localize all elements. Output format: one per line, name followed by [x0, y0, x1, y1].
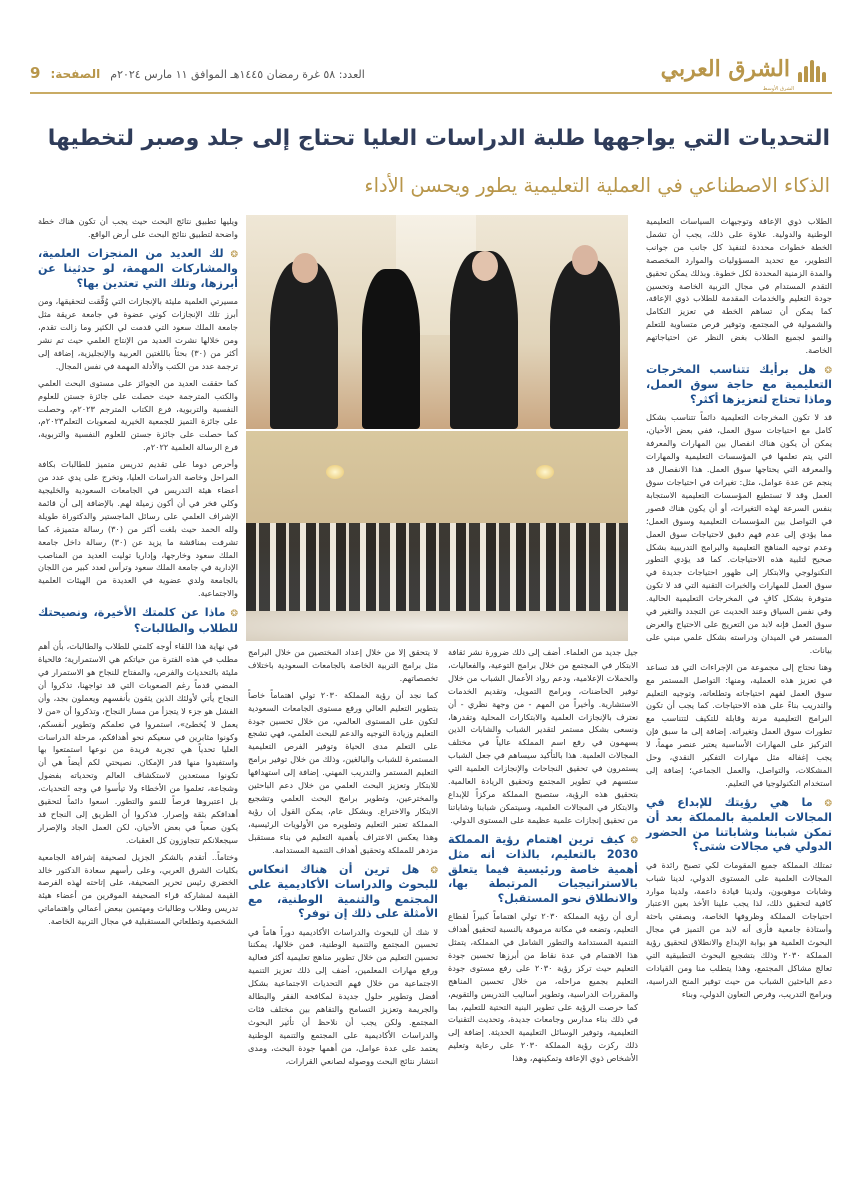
- article-title: التحديات التي يواجهها طلبة الدراسات العليا تحتاج إلى جلد وصبر لتخطيها: [47, 126, 830, 151]
- person-headdress: [572, 245, 598, 275]
- question-text: كيف ترين اهتمام رؤية المملكة 2030 بالتعليم، بالذات أنه مثل أهمية خاصة ورئيسية فيما يتعلق بالاستراتيجيات المرتبطة بها، والانطلاق نحو المستقبل؟: [448, 832, 638, 905]
- person-headdress: [472, 251, 498, 281]
- bullet-icon: ❂: [815, 365, 832, 376]
- publication-logo: [661, 56, 826, 82]
- logo-text: الشرق العربي: [660, 56, 790, 82]
- question-heading: [646, 796, 832, 855]
- bullet-icon: ❂: [812, 798, 832, 809]
- paragraph: جيل جديد من العلماء. أضف إلى ذلك ضرورة نشر ثقافة الابتكار في المجتمع من خلال برامج التوعية، والفعاليات، والحملات الإعلامية، ودعم رواد الأعمال الشباب من خلال توفير الحاضنات، وبرامج التمويل، وتقديم الخدمات الاستشارية. وأخيراً من المهم - من وجهة نظري - أن نعترف بالإنجازات العلمية والابتكارات المحلية وتقدرها، ونسعى بشكل مستمر لتقدير الشباب والشابات الذين يسهمون في رفع اسم المملكة عالياً في مختلف المجالات العلمية. هذا بالتأكيد سيساهم في جعل الشباب يستمرون في تحقيق النجاحات والإنجازات العلمية التي ستسهم في تطوير المجتمع وتحقيق الريادة العالمية. بتحقيق هذه الرؤية، ستصبح المملكة مركزاً للإبداع والابتكار في المجالات العلمية، وسيتمكن شبابنا وشاباتنا من تحقيق إنجازات علمية عظيمة على المستوى الدولي.: [448, 647, 638, 825]
- ceremony-photo-top: [246, 215, 628, 429]
- question-text: هل برأيك تتناسب المخرجات التعليمية مع حاجة سوق العمل، وماذا تحتاج لتعزيزها أكثر؟: [646, 362, 832, 406]
- logo-subtext: الشرق الأوسط: [762, 86, 794, 92]
- paragraph: قد لا تكون المخرجات التعليمية دائماً تتناسب بشكل كامل مع احتياجات سوق العمل، ففي بعض الأحيان، يمكن أن يكون هناك انفصال بين المهارات والمعرفة التي يتم تعلمها في المؤسسات التعليمية والمهارات والمعرفة التي يحتاجها سوق العمل. هذا الانفصال قد ينجم عن عدة عوامل، مثل: تغيرات في احتياجات سوق العمل وقد لا تستطيع المؤسسات التعليمية الاستجابة بنفس السرعة لهذه التغيرات، أو أن يكون هناك قصور في التواصل بين المؤسسات التعليمية وسوق العمل؛ مما يؤدي إلى عدم فهم دقيق لاحتياجات سوق العمل وعدم توجيه المناهج التعليمية والبرامج التدريبية بشكل صحيح لتلبية هذه الاحتياجات. كما قد يؤدي التطور التكنولوجي والابتكار إلى ظهور احتياجات جديدة في سوق العمل للمهارات والخبرات التقنية التي قد لا تكون متوفرة بشكل كافٍ في المخرجات التعليمية الحالية. وفي نفس السياق وعند الحديث عن التجدد والتغير في سوق العمل فإنه لابد من التعريج على الاحتياج والعرض المستمر في الميدان ودراسته بشكل علمي مبني على بيانات.: [646, 412, 832, 655]
- chandelier: [536, 465, 554, 479]
- person-figure: [362, 269, 420, 429]
- person-headdress: [292, 253, 318, 283]
- question-text: ما هي رؤيتك للإبداع في المجالات العلمية بالمملكة بعد أن تمكن شبابنا وشاباتنا من الحضور الدولي في مجالات شتى؟: [646, 795, 832, 854]
- paragraph: أرى أن رؤية المملكة ٢٠٣٠ تولي اهتماماً كبيراً لقطاع التعليم، وتضعه في مكانة مرموقة بالنسبة لتحقيق أهداف التنمية المستدامة والتطور الشامل في المملكة، يتمثل هذا الاهتمام في عدة نقاط من أبرزها تحسين جودة التعليم حيث تركز رؤية ٢٠٣٠ على رفع مستوى جودة التعليم بجميع مراحله، من خلال تحسين المناهج والمقررات الدراسية، وتطوير أساليب التدريس والتقويم، كما حرصت الرؤية على تطوير البنية التحتية للتعليم، بما في ذلك بناء مدارس وجامعات جديدة، وتحديث التقنيات التعليمية، وتوفير الوسائل التعليمية الحديثة. إضافة إلى ذلك ركزت رؤية المملكة ٢٠٣٠ على رعاية وتعليم الأشخاص ذوي الإعاقة وتمكينهم، وهذا: [448, 911, 639, 1064]
- chandelier: [326, 465, 344, 479]
- issue-info: [30, 64, 365, 82]
- page-number: 9: [30, 64, 41, 82]
- person-figure: [270, 261, 338, 429]
- issue-line: العدد: ٥٨ غرة رمضان ١٤٤٥هـ الموافق ١١ مارس ٢٠٢٤م: [110, 68, 365, 81]
- page-label: الصفحة:: [50, 67, 101, 81]
- question-heading: [646, 363, 832, 408]
- paragraph: كما نجد أن رؤية المملكة ٢٠٣٠ تولي اهتماماً خاصاً بتطوير التعليم العالي ورفع مستوى الجامعات السعودية لتكون على المستوى العالمي، من خلال تحسين جودة التعليم وزيادة التوجيه والدعم للبحث العلمي، فهي تشجع على التعلم مدى الحياة وتوفير الفرص التعليمية المستمرة للشباب والبالغين، وذلك من خلال توفير برامج التعليم المستمر والتدريب المهني. إضافة إلى استهدافها للابتكار وتعزيز البحث العلمي من خلال دعم الباحثين والمخترعين، وتطوير برامج البحث العلمي وتشجيع الابتكار والاختراع. وبشكل عام، يمكن القول إن رؤية المملكة تعتبر التعليم وتطويره من الأولويات الرئيسية، وهذا يعكس الاعتراف بأهمية التعليم في بناء مستقبل مزدهر للمملكة وتحقيق أهداف التنمية المستدامة.: [248, 689, 438, 855]
- article-subtitle: الذكاء الاصطناعي في العملية التعليمية يطور ويحسن الأداء: [364, 174, 830, 197]
- page-header: [22, 52, 840, 92]
- group-of-people: [246, 523, 628, 613]
- paragraph: كما حققت العديد من الجوائز على مستوى البحث العلمي والكتب المترجمة حيث حصلت على جائزة جستن للعلوم النفسية والتربوية، فرع الكتاب المترجم ٢٠٢٣م، وحصلت على جائزة التميز للجمعية الخيرية لصعوبات التعلم٢٠٢٣م، كما حصلت على جائزة جستن للعلوم النفسية والتربوية، فرع الرسالة العلمية ٢٠٢٢م.: [38, 377, 238, 453]
- header-divider: [30, 92, 832, 94]
- newspaper-page: [22, 8, 840, 1193]
- article-column-4: [38, 215, 238, 932]
- group-photo-bottom: [246, 431, 628, 641]
- bullet-icon: ❂: [223, 249, 238, 260]
- bullet-icon: ❂: [419, 865, 438, 876]
- person-figure: [550, 259, 620, 429]
- article-column-1: [646, 215, 832, 1005]
- paragraph: مسيرتي العلمية مليئة بالإنجازات التي وُفِّقت لتحقيقها، ومن أبرز تلك الإنجازات كوني عضوة في جامعة عريقة مثل جامعة الملك سعود التي قدمت لي الكثير وما زالت تقدم، ومن خلالها نشرت العديد من الإنتاج العلمي حيث تم نشر أكثر من (٣٠) بحثاً باللغتين العربية والإنجليزية، إضافة إلى ترجمة عدد من الكتب والأدلة المهمة في نفس المجال.: [38, 296, 238, 371]
- article-column-3: [248, 646, 438, 1071]
- question-heading: [38, 247, 238, 292]
- question-text: ماذا عن كلمتك الأخيرة، ونصيحتك للطلاب والطالبات؟: [38, 606, 238, 635]
- question-heading: [248, 863, 438, 922]
- paragraph: لا يتحقق إلا من خلال إعداد المختصين من خلال البرامج مثل برامج التربية الخاصة بالجامعات السعودية باختلاف تخصصاتهم.: [248, 647, 438, 683]
- bullet-icon: ❂: [624, 835, 638, 846]
- paragraph: تمتلك المملكة جميع المقومات لكي تصبح رائدة في المجالات العلمية على المستوى الدولي، لدينا شباب وشابات موهوبون، ولدينا قيادة داعمة، ولدينا موارد كافية لتحقيق ذلك، لذا يجب علينا الأخذ بعين الاعتبار احتياجات المملكة وظروفها الخاصة، وبصفتي باحثة وأستاذة جامعية فأرى أنه لابد من التميز في مجال البحوث العلمية هو بوابة الإبداع والانطلاق لتحقيق رؤية المملكة ٢٠٣٠ وذلك بتشجيع البحوث التطبيقية التي تعالج مشاكل المجتمع، وهذا يتطلب منا ومن القيادات دعم الباحثين الشباب من حيث توفير المنح الدراسية، وبرامج التدريب، وفرص التعاون الدولي، وبناء: [646, 859, 832, 999]
- paragraph: الطلاب ذوي الإعاقة وتوجيهات السياسات التعليمية الوطنية والدولية. علاوة على ذلك، يجب أن تشمل الخطة خطوات محددة لتنفيذ كل جانب من جوانب التطوير، مع تحديد المسؤوليات والموارد المخصصة والمدة الزمنية المحددة لكل خطوة. وبذلك يمكن تحقيق التقدم المستدام في مجال التربية الخاصة وتحسين جودة التعليم والخدمات المقدمة للطلاب ذوي الإعاقة، كما يمكن أن تساهم الخطة في تعزيز التكامل والشمولية في المجتمع، وتوفير فرص متساوية للتعلم والنمو لجميع الطلاب بغض النظر عن احتياجاتهم الخاصة.: [646, 216, 832, 356]
- paragraph: في نهاية هذا اللقاء أوجه كلمتي للطلاب والطالبات، بأن أهم مطلب في هذه الفترة من حياتكم هي الاستمرارية؛ فالحياة مليئة بالتحديات والفرص، والمفتاح للنجاح هو الاستمرار في المضي قدماً رغم الصعوبات التي قد تواجهنا، تذكروا أن النجاح يأتي لأولئك الذين يثقون بأنفسهم ويعملون بجد، وأن الفشل هو جزء لا يتجزأ من مسار النجاح، وتذكروا أن «من لا يعمل لا يُخطئ»، استمروا في تعلمكم وتطوير أنفسكم، وكونوا مثابرين في سعيكم نحو أهدافكم، مرحلة الدراسات العليا تحدياً هي تجربة فريدة من نوعها استمتعوا بها واستفيدوا منها قدر الإمكان. نصيحتي لكم أيضاً هي أن تكونوا مستعدين لاستكشاف العالم وتحدياته بفضول وشجاعة، تعلموا من الأخطاء ولا تيأسوا في وجه التحديات، بل اعتبروها فرصاً للنمو والتطور. اسعوا دائماً لتحقيق أهدافكم بثقة وإصرار. فذكروا أن الطريق إلى النجاح قد يكون صعباً في بعض الأحيان، لكن العمل الجاد والإصرار سيجعلانكم تتجاوزون كل العقبات.: [38, 641, 238, 845]
- question-text: هل ترين أن هناك انعكاس للبحوث والدراسات الأكاديمية على المجتمع والتنمية الوطنية، مع الأمثلة على ذلك إن توفر؟: [248, 862, 438, 920]
- article-column-2: [448, 646, 638, 1069]
- carpet-floor: [246, 611, 628, 641]
- bullet-icon: ❂: [225, 609, 238, 620]
- paragraph: وأحرص دوما على تقديم تدريس متميز للطالبات بكافة المراحل وخاصة الدراسات العليا، وتخرج على يدي عدد من أعضاء هيئة التدريس في الجامعات السعودية والخليجية وكلي فخر في أن أكون زميلة لهم. بالإضافة إلى أن قائمة الإشراف العلمي على رسائل الماجستير والدكتوراة طويلة ولله الحمد حيث بلغت أكثر من (٣٠) رسالة متميزة، كما تشرفت بمناقشة ما يزيد عن (٣٠) رسالة داخل جامعة الملك سعود وخارجها، وإداريا توليت العديد من المناصب الإدارية في جامعة الملك سعود وترأس لعدد كبير من اللجان بالجامعة ولدي عضوية في العديدة من الهيئات العلمية والاجتماعية.: [38, 459, 238, 599]
- paragraph: وختاماً.. أتقدم بالشكر الجزيل لصحيفة إشراقة الجامعية بكليات الشرق العربي، وعلى رأسهم سعادة الدكتور خالد الخضري رئيس تحرير الصحيفة، على إتاحته لهذه الفرصة القيمة لمشاركة قراء الصحيفة الموقرين من أعضاء هيئة تدريس وطلاب وطالبات ومهتمين ببعض أعمالي واهتماماتي الشخصية وتطلعاتي المستقبلية في مجال التربية الخاصة.: [38, 851, 238, 927]
- question-heading: [38, 606, 238, 636]
- question-heading: [448, 833, 638, 907]
- logo-emblem-icon: [796, 56, 826, 82]
- question-text: لك العديد من المنجزات العلمية، والمشاركات المهمة، لو حدثينا عن أبرزها، وتلك التي تعتدين بها؟: [38, 246, 238, 290]
- paragraph: ويليها تطبيق نتائج البحث حيث يجب أن تكون هناك خطة واضحة لتطبيق نتائج البحث على أرض الواقع.: [38, 216, 238, 239]
- paragraph: لا شك أن للبحوث والدراسات الأكاديمية دوراً هاماً في تحسين المجتمع والتنمية الوطنية، فمن خلالها، يمكننا تحسين التعليم من خلال تطوير مناهج تعليمية أكثر فعالية ورفع مهارات المعلمين، أضف إلى ذلك تعزيز التنمية الاجتماعية من خلال فهم التحديات الاجتماعية بشكل أفضل وتطوير حلول جديدة لمكافحة الفقر والبطالة والجريمة وتعزيز التسامح والتفاهم بين مختلف فئات المجتمع. ولكن يجب أن نلاحظ أن تأثير البحوث والدراسات الأكاديمية على المجتمع والتنمية الوطنية يعتمد على عدة عوامل، من أهمها جودة البحث، ومدى انتشار نتائج البحث ووصوله لصانعي القرارات،: [248, 926, 438, 1066]
- paragraph: وهنا نحتاج إلى مجموعة من الإجراءات التي قد تساعد في تعزيز هذه العملية، ومنها: التواصل المستمر مع سوق العمل لفهم احتياجاته وتطلعاته، وتوجيه التعليم والتدريب بناءً على هذه الاحتياجات. كما يجب أن تكون البرامج التعليمية مرنة وقابلة للتكيف لتتناسب مع تطورات سوق العمل وتغيراته. إضافة إلى ما سبق فإن التركيز على المهارات الأساسية يعتبر عنصر مهماً، لا يجب إغفاله مثل مهارات التفكير النقدي، وحل المشكلات، والتواصل، والعمل الجماعي؛ إضافة إلى استخدام التكنولوجيا في التعليم.: [646, 661, 832, 788]
